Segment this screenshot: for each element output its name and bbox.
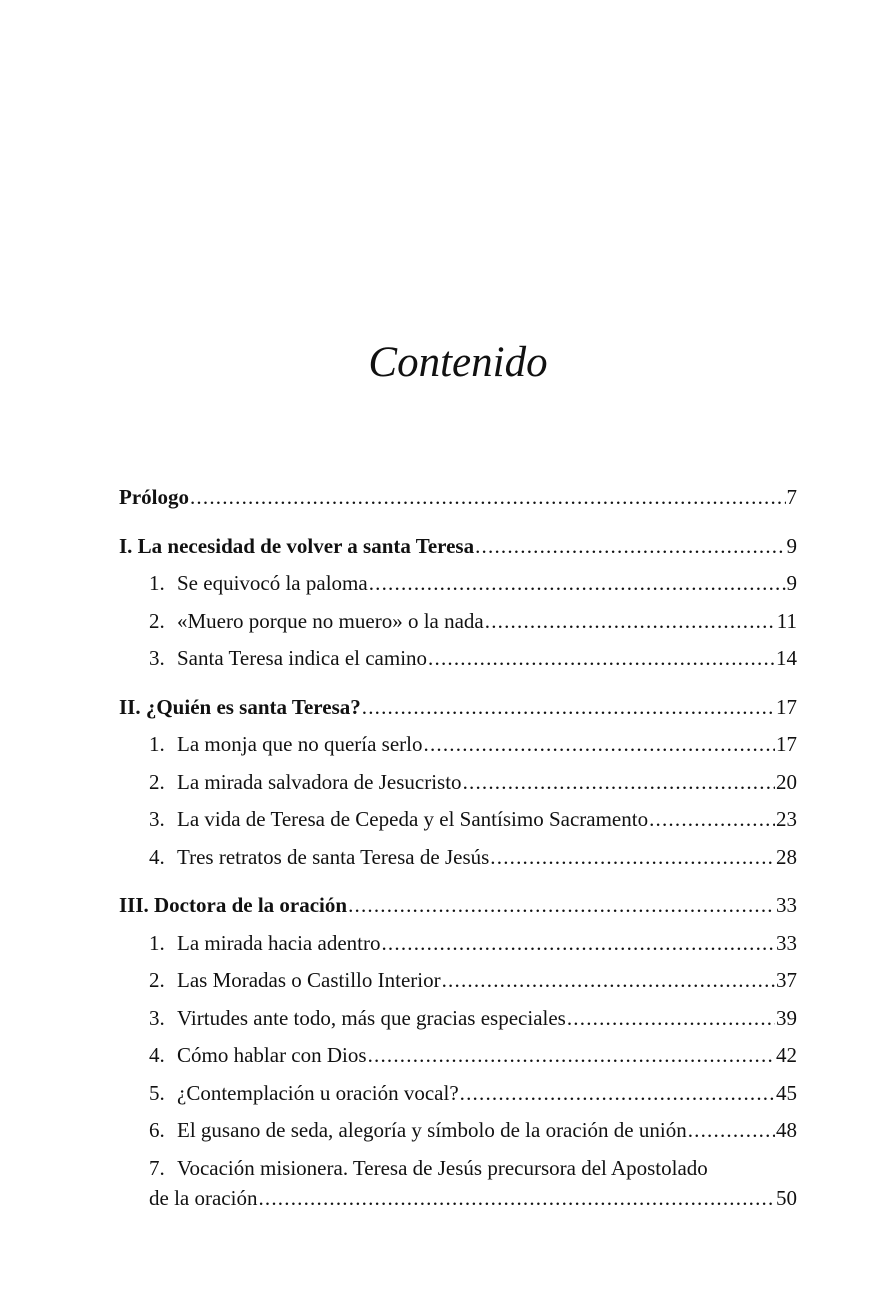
page-number: 11 [776, 608, 797, 633]
entry-title: Se equivocó la paloma [177, 571, 368, 595]
page-number: 23 [776, 807, 797, 831]
toc-subentry [119, 839, 797, 877]
entry-number: 3. [149, 807, 165, 831]
entry-title: La mirada hacia adentro [177, 930, 381, 955]
dot-leader [688, 1112, 775, 1150]
page-number: 45 [776, 1080, 797, 1105]
dot-leader [649, 801, 775, 839]
entry-title: ¿Contemplación u oración vocal? [177, 1080, 459, 1105]
dot-leader [460, 1075, 775, 1113]
dot-leader [463, 764, 775, 802]
page-number: 48 [776, 1118, 797, 1142]
toc-subentry [119, 801, 797, 839]
toc-chapter-entry [119, 479, 797, 517]
toc-subentry [119, 1000, 797, 1038]
entry-title: La vida de Teresa de Cepeda y el Santísimo Sacramento [177, 807, 649, 831]
entry-number: 1. [149, 571, 165, 595]
toc-subentry [119, 640, 797, 678]
page-number: 37 [776, 968, 797, 992]
entry-number: 4. [149, 844, 165, 869]
entry-title: Santa Teresa indica el camino [177, 646, 428, 670]
entry-number: 3. [149, 1005, 165, 1030]
entry-title: Tres retratos de santa Teresa de Jesús [177, 844, 490, 869]
entry-number: 7. [149, 1155, 165, 1180]
toc-subentry [119, 603, 797, 641]
toc-subentry-continuation [119, 1180, 797, 1218]
dot-leader [475, 528, 785, 566]
toc-chapter-entry [119, 528, 797, 566]
entry-number: 4. [149, 1043, 165, 1067]
page-number: 50 [776, 1185, 797, 1210]
toc-subentry [119, 726, 797, 764]
page-number: 42 [776, 1043, 797, 1067]
entry-title: «Muero porque no muero» o la nada [177, 608, 484, 633]
dot-leader [369, 565, 786, 603]
toc-chapter-entry [119, 887, 797, 925]
toc-section [119, 689, 797, 877]
toc-subentry [119, 1037, 797, 1075]
entry-number: 2. [149, 608, 165, 633]
dot-leader [485, 603, 776, 641]
toc-subentry [119, 1112, 797, 1150]
page-number: 20 [776, 769, 797, 794]
entry-title: Las Moradas o Castillo Interior [177, 968, 441, 992]
entry-title: Virtudes ante todo, más que gracias especiales [177, 1005, 566, 1030]
chapter-title: II. ¿Quién es santa Teresa? [119, 694, 361, 719]
page-number: 14 [776, 646, 797, 670]
entry-number: 5. [149, 1080, 165, 1105]
page-number: 39 [776, 1005, 797, 1030]
toc-subentry [119, 764, 797, 802]
toc-subentry [119, 1075, 797, 1113]
toc-section [119, 528, 797, 678]
dot-leader [362, 689, 775, 727]
dot-leader [368, 1037, 775, 1075]
page-number: 9 [786, 533, 797, 558]
dot-leader [428, 640, 775, 678]
entry-title: La mirada salvadora de Jesucristo [177, 769, 462, 794]
page-number: 9 [786, 571, 797, 595]
entry-number: 3. [149, 646, 165, 670]
table-of-contents [119, 479, 797, 1217]
dot-leader [381, 925, 775, 963]
dot-leader [567, 1000, 775, 1038]
entry-number: 2. [149, 769, 165, 794]
dot-leader [258, 1180, 775, 1218]
chapter-title: Prólogo [119, 485, 189, 509]
page-number: 17 [776, 694, 797, 719]
chapter-title: I. La necesidad de volver a santa Teresa [119, 533, 475, 558]
chapter-title: III. Doctora de la oración [119, 893, 348, 917]
toc-subentry [119, 565, 797, 603]
entry-title: El gusano de seda, alegoría y símbolo de la oración de unión [177, 1118, 687, 1142]
entry-title: Cómo hablar con Dios [177, 1043, 367, 1067]
entry-number: 1. [149, 930, 165, 955]
entry-number: 1. [149, 732, 165, 756]
toc-section [119, 887, 797, 1217]
dot-leader [424, 726, 776, 764]
dot-leader [442, 962, 775, 1000]
toc-chapter-entry [119, 689, 797, 727]
dot-leader [190, 479, 786, 517]
entry-number: 6. [149, 1118, 165, 1142]
entry-title: La monja que no quería serlo [177, 732, 423, 756]
toc-section [119, 479, 797, 517]
toc-subentry [119, 962, 797, 1000]
page-title: Contenido [368, 339, 548, 386]
dot-leader [490, 839, 775, 877]
entry-number: 2. [149, 968, 165, 992]
entry-title: Vocación misionera. Teresa de Jesús precursora del Apostolado [177, 1155, 708, 1180]
entry-title-continued: de la oración [149, 1185, 258, 1210]
toc-subentry [119, 925, 797, 963]
page-number: 28 [776, 844, 797, 869]
toc-subentry [119, 1150, 797, 1180]
page-number: 7 [786, 485, 797, 509]
page-number: 33 [776, 893, 797, 917]
dot-leader [348, 887, 775, 925]
page-number: 33 [776, 930, 797, 955]
page-number: 17 [776, 732, 797, 756]
